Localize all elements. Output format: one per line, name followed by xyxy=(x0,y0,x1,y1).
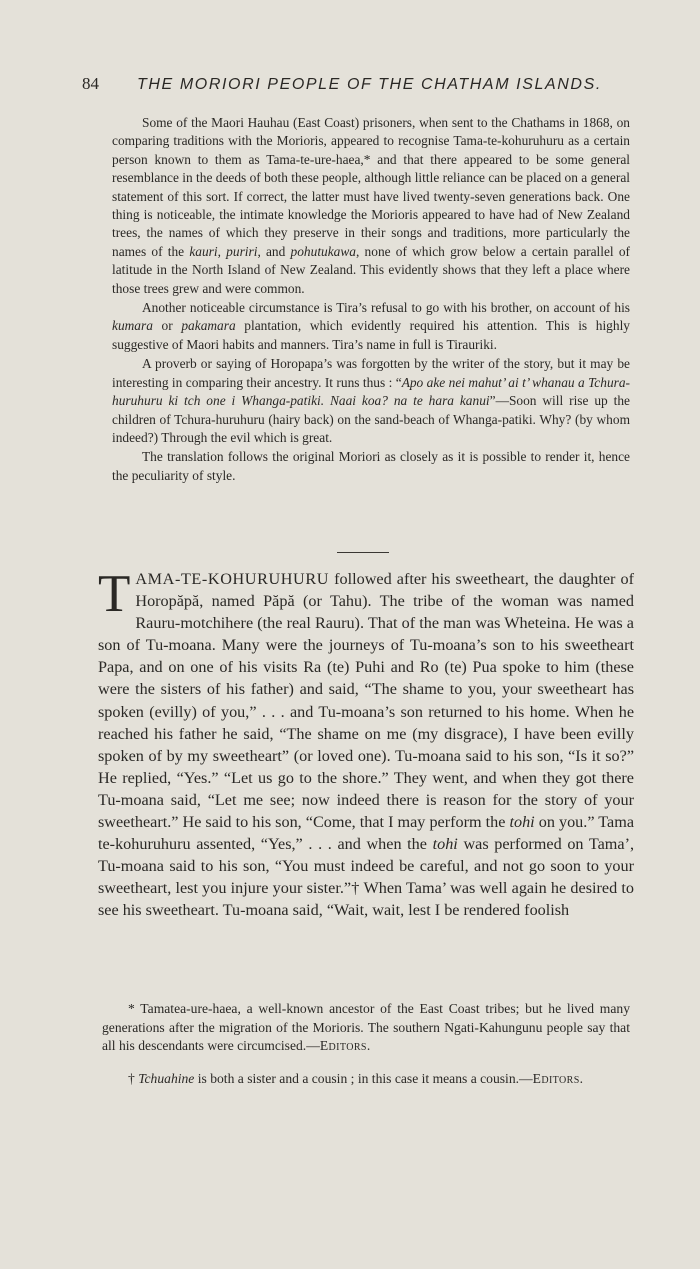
footnote-text: is both a sister and a cousin ; in this case it means a cousin.— xyxy=(194,1070,533,1086)
page-header xyxy=(82,74,642,94)
intro-text: Another noticeable circumstance is Tira’s refusal to go with his brother, on account of his xyxy=(142,300,630,316)
intro-paragraph-1 xyxy=(112,114,630,298)
drop-cap: T xyxy=(98,565,131,623)
tree-name-puriri: puriri xyxy=(226,243,258,259)
story-text-segment: followed after his sweetheart, the daughter of Horopăpă, named Păpă (or Tahu). The tribe of the woman was named Rauru-motchihere (the real Rauru). That of the man was Wheteina. He was a son of Tu-moana. Many were the journeys of Tu-moana’s son to his sweetheart Papa, and on one of his visits Ra (te) Puhi and Ro (te) Pua spoke to him (these were the sisters of his father) and said, “The shame to you, your sweetheart has spoken (evilly) of you,” . . . and Tu-moana’s son returned to his home. When he reached his father he said, “The shame on me (my disgrace), I have been evilly spoken of by my sweetheart” (or loved one). Tu-moana said to his son, “Is it so?” He replied, “Yes.” “Let us go to the shore.” They went, and when they got there Tu-moana said, “Let me see; now indeed there is reason for the story of your sweetheart.” He said to his son, “Come, that I may perform the xyxy=(98,570,634,832)
intro-text: , xyxy=(217,243,227,259)
footnote-2 xyxy=(102,1070,630,1089)
intro-text: , and xyxy=(257,243,291,259)
intro-paragraph-4: The translation follows the original Moriori as closely as it is possible to render it, hence the peculiarity of style. xyxy=(112,449,630,483)
tree-name-pohutukawa: pohutukawa xyxy=(290,243,356,259)
tohi-term: tohi xyxy=(509,813,535,832)
tree-name-kauri: kauri xyxy=(189,243,218,259)
moriori-proverb: Apo ake nei mahut’ ai t’ whanau a Tchura-huruhuru ki tch one i Whanga-patiki. Naai koa? na te hara kanui xyxy=(112,374,631,409)
intro-text: plantation, which evidently required his attention. This is highly suggestive of Maori habits and manners. Tira’s name in full is Tirauriki. xyxy=(112,318,630,352)
footnotes xyxy=(102,1000,630,1088)
story-text-segment: was performed on Tama’, Tu-moana said to his son, “You must indeed be careful, and not go soon to your sweetheart, lest you injure your sister.”† When Tama’ was well again he desired to see his sweetheart. Tu-moana said, “Wait, wait, lest I be rendered foolish xyxy=(98,835,635,920)
intro-text: Some of the Maori Hauhau (East Coast) prisoners, when sent to the Chathams in 1868, on comparing traditions with the Morioris, appeared to recognise Tama-te-kohuruhuru as a certain person known to them as Tama-te-ure-haea,* and that there appeared to be some general resemblance in the deeds of both these people, although little reliance can be placed on a general statement of this sort. If correct, the latter must have lived twenty-seven generations back. One thing is noticeable, the intimate knowledge the Morioris appeared to have had of New Zealand trees, the names of which they preserve in their songs and traditions, more particularly the names of the xyxy=(112,115,630,259)
story-text-segment: on you.” Tama te-kohuruhuru assented, “Yes,” . . . and when the xyxy=(98,813,634,854)
intro-text: , none of which grow below a certain parallel of latitude in the North Island of New Zealand. This evidently shows that they left a place where those trees grew and were common. xyxy=(112,243,630,296)
footnote-credit: Editors. xyxy=(319,1038,371,1054)
footnote-term: Tchuahine xyxy=(138,1070,195,1086)
editorial-introduction xyxy=(112,114,630,485)
intro-text: or xyxy=(152,318,182,334)
intro-text: A proverb or saying of Horopapa’s was forgotten by the writer of the story, but it may be interesting in comparing their ancestry. It runs thus : “ xyxy=(112,356,630,390)
intro-text: ”—Soon will rise up the children of Tchura-huruhuru (hairy back) on the sand-beach of Whanga-patiki. Why? (by whom indeed?) Through the evil which is great. xyxy=(112,393,630,445)
footnote-mark: † xyxy=(128,1070,139,1086)
footnote-1 xyxy=(102,1000,630,1056)
tohi-term: tohi xyxy=(432,835,458,854)
intro-paragraph-3 xyxy=(112,355,630,447)
footnote-text: * Tamatea-ure-haea, a well-known ancestor of the East Coast tribes; but he lived many generations after the migration of the Morioris. The southern Ngati-Kahungunu people say that all his descendants were circumcised.— xyxy=(102,1001,630,1054)
story-text xyxy=(98,565,635,922)
story-paragraph xyxy=(98,565,635,922)
footnote-credit: Editors. xyxy=(532,1070,584,1086)
crop-name-pakamara: pakamara xyxy=(181,318,236,334)
section-divider xyxy=(337,552,389,553)
story-lead-name: AMA-TE-KOHURUHURU xyxy=(135,570,330,588)
intro-paragraph-2 xyxy=(112,299,630,354)
crop-name-kumara: kumara xyxy=(112,318,153,334)
running-title: THE MORIORI PEOPLE OF THE CHATHAM ISLANDS. xyxy=(137,76,602,93)
page-number: 84 xyxy=(82,74,99,93)
